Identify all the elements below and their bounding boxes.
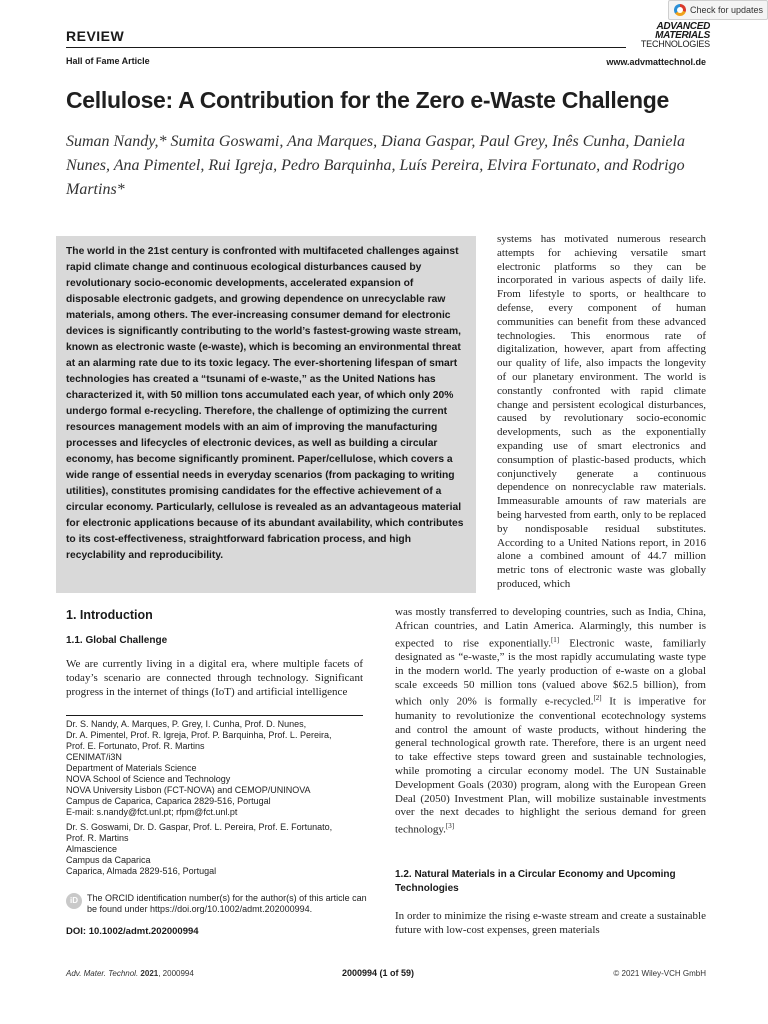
affiliation-line: CENIMAT/i3N [66,752,122,762]
affiliation-line: Almascience [66,844,118,854]
header-rule [66,47,626,48]
affiliation-rule [66,715,363,716]
intro-paragraph-part: Electronic waste, familiarly designated as “e-waste,” is the most rapidly accumulating waste type in the modern world. The yearly production of e-waste on a global scale exceeds 50 million tons (valued above $62.5 billion), from which only 20% is formally e-recycled. [395,637,706,709]
journal-logo [630,22,710,49]
footer-page-number: 2000994 (1 of 59) [342,968,415,978]
logo-line-2: MATERIALS [655,30,710,41]
footer-copyright: © 2021 Wiley-VCH GmbH [613,969,706,978]
affiliation-block-2 [66,822,376,877]
footer-article-number: , 2000994 [158,969,194,978]
check-for-updates-label: Check for updates [690,5,764,15]
subsection-heading-global-challenge: 1.1. Global Challenge [66,635,168,646]
intro-paragraph-part: was mostly transferred to developing countries, such as India, China, African countries, and Latin America. Alarmingly, this number is expected to rise exponentially. [395,606,706,650]
affiliation-line: Department of Materials Science [66,763,197,773]
affiliation-line: NOVA University Lisbon (FCT-NOVA) and CEMOP/UNINOVA [66,785,311,795]
intro-right-column-continued [395,606,706,838]
section-label: REVIEW [66,28,125,44]
doi-link[interactable]: DOI: 10.1002/admt.202000994 [66,926,199,937]
footer-citation [66,969,194,978]
intro-paragraph-part: It is imperative for humanity to revolutionize the conventional ecotechnology systems and control the amount of waste products, without hindering the general technological growth rate. Therefore, there is an urgent need to take effective steps toward green and sustainable technologies, while promoting a circular economy model. The UN Sustainable Development Goals (2030) program, along with the European Green Deal (2050) Investment Plan, will mobilize sustainable investments over the next decades to highlight the serious demand for green technology. [395,696,707,836]
affiliation-block-1 [66,719,376,818]
email-link[interactable]: E-mail: s.nandy@fct.unl.pt; rfpm@fct.unl.pt [66,807,238,817]
affiliation-line: Prof. E. Fortunato, Prof. R. Martins [66,741,205,751]
affiliation-line: Campus de Caparica, Caparica 2829-516, Portugal [66,796,271,806]
affiliation-line: Dr. S. Goswami, Dr. D. Gaspar, Prof. L. Pereira, Prof. E. Fortunato, [66,822,333,832]
affiliations [66,719,376,881]
article-type: Hall of Fame Article [66,56,150,66]
section-1-2-text: In order to minimize the rising e-waste stream and create a sustainable future with low-cost expenses, green materials [395,910,706,936]
journal-url-link[interactable]: www.advmattechnol.de [606,57,706,67]
footer-year: 2021 [140,969,159,978]
orcid-icon: iD [66,893,82,909]
subsection-heading-natural-materials: 1.2. Natural Materials in a Circular Economy and Upcoming Technologies [395,869,676,894]
abstract-text: The world in the 21st century is confronted with multifaceted challenges against rapid climate change and continuous ecological disturbances caused by revolutionary socio-economic developments, accelerated expansion of disposable electronic gadgets, and growing dependence on unrecyclable raw materials, among others. The ever-increasing consumer demand for electronic devices is significantly contributing to the world’s fastest-growing waste stream, known as electronic waste (e-waste), which is becoming an environmental threat at an alarming rate due to its toxic legacy. The ever-shortening lifespan of smart technologies has created a “tsunami of e-waste,” as the United Nations has characterized it, with 50 million tons accumulated each year, of which only 20% undergo formal e-recycling. Therefore, the challenge of optimizing the current resources management models with an aim of improving the manufacturing processes and lifecycles of electronic devices, as well as building a circular economy, has become significantly prominent. Paper/cellulose, which covers a wide range of essential needs in everyday scenarios (from packaging to writing utilities), constitutes promising candidates for the effective achievement of a circular economy. Particularly, cellulose is revealed as an advantageous material for electronic applications because of its abundant availability, which contributes to its cost-effectiveness, straightforward fabrication process, and high recyclability and reproducibility. [66,246,464,561]
intro-right-column-top: systems has motivated numerous research attempts for achieving versatile smart electronic platforms so they can be incorporated in various aspects of daily life. From lifestyle to sports, or healthcare to defense, every component of human communities can benefit from these advanced technologies. This enormous rate of digitalization, however, apart from affecting our quality of life, also impacts the longevity of our planetary environment. The world is constantly confronted with rapid climate change and persistent ecological disturbances, caused by revolutionary socio-economic developments, such as the exponentially expanding use of smart electronics and consumption of plastic-based products, which conjunctively generate a continuous dependence on nonrecyclable raw materials. Immeasurable amounts of raw materials are being harvested from earth, only to be replaced by nondisposable residual substitutes. According to a United Nations report, in 2016 alone a combined amount of 44.7 million metric tons of electronic waste was globally produced, which [497,233,706,590]
footer-journal-name: Adv. Mater. Technol. [66,969,139,978]
reference-link[interactable]: [2] [593,694,602,703]
crossmark-icon [674,4,686,16]
affiliation-line: Campus da Caparica [66,855,151,865]
affiliation-line: Dr. A. Pimentel, Prof. R. Igreja, Prof. P. Barquinha, Prof. L. Pereira, [66,730,332,740]
article-title: Cellulose: A Contribution for the Zero e-Waste Challenge [66,87,669,113]
author-list: Suman Nandy,* Sumita Goswami, Ana Marques, Diana Gaspar, Paul Grey, Inês Cunha, Daniela Nunes, Ana Pimentel, Rui Igreja, Pedro Barquinha, Luís Pereira, Elvira Fortunato, and Rodrigo Martins* [66,133,685,198]
affiliation-line: Caparica, Almada 2829-516, Portugal [66,866,217,876]
reference-link[interactable]: [3] [445,822,455,831]
orcid-note [66,893,376,915]
intro-text: We are currently living in a digital era, where multiple facets of today’s scenario are connected through technology. Significant progress in the internet of things (IoT) and artificial intelligence [66,658,363,698]
reference-link[interactable]: [1] [550,635,560,644]
affiliation-line: Dr. S. Nandy, A. Marques, P. Grey, I. Cunha, Prof. D. Nunes, [66,719,307,729]
logo-line-1: ADVANCED [656,21,710,32]
orcid-note-text[interactable]: The ORCID identification number(s) for the author(s) of this article can be found under https://doi.org/10.1002/admt.202000994. [87,893,367,914]
section-heading-introduction: 1. Introduction [66,608,153,622]
logo-line-3: TECHNOLOGIES [640,39,710,49]
affiliation-line: Prof. R. Martins [66,833,129,843]
check-for-updates-button[interactable] [668,0,768,20]
affiliation-line: NOVA School of Science and Technology [66,774,231,784]
